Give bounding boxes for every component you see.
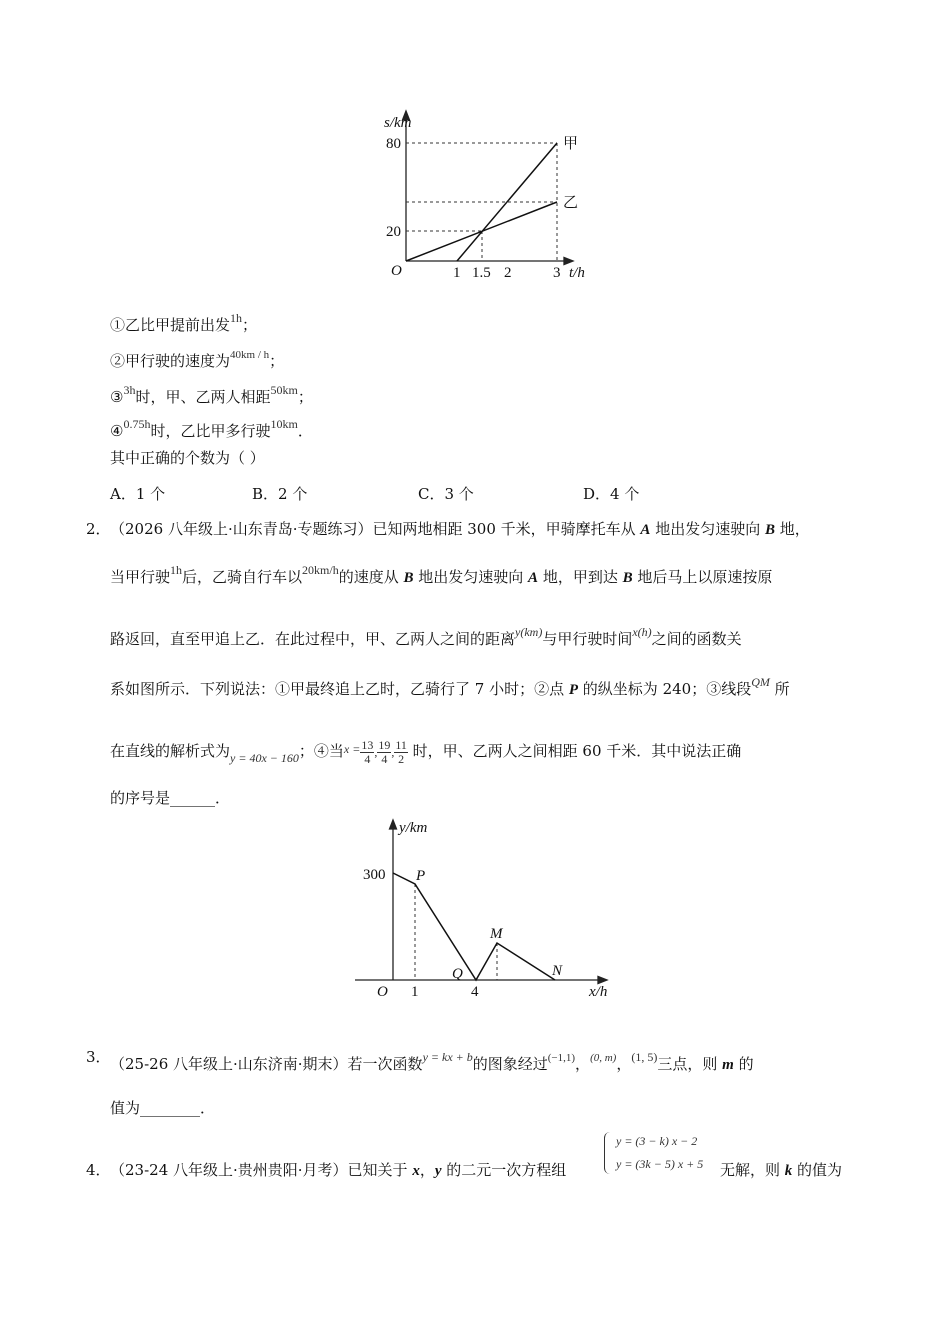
q1-statement-2: [110, 345, 284, 371]
q1-question: 其中正确的个数为（ ）: [110, 449, 265, 467]
q4-equation-system: [604, 1130, 716, 1178]
q2-frac-13-4: [360, 739, 374, 766]
q2-var-a: A: [640, 522, 651, 538]
q1-s1-text: ①乙比甲提前出发: [110, 316, 231, 334]
q3-l1-math: y = kx + b: [422, 1050, 473, 1064]
q2-l2-math-1: 1h: [170, 563, 183, 577]
q3-line-1: [110, 1047, 754, 1075]
q2-l4-math: QM: [751, 675, 770, 689]
q2-var-p: P: [568, 682, 579, 698]
fig1-tick-2: 2: [504, 265, 512, 281]
q1-s4-math-2: 10km: [270, 417, 298, 431]
fig2-tick-1: 1: [411, 984, 419, 1000]
q1-s4-math-1: 0.75h: [123, 417, 151, 431]
fig2-graph-line: [393, 873, 555, 980]
q1-s4-text: 时，乙比甲多行驶: [150, 422, 271, 440]
q2-line-3: [110, 622, 742, 649]
q1-s3-math-2: 50km: [270, 383, 298, 397]
q3-line-2: 值为________．: [110, 1099, 216, 1117]
q2-l3-text-a: 路返回，直至甲追上乙．在此过程中，甲、乙两人之间的距离: [110, 630, 516, 648]
q2-line-2: [110, 560, 772, 588]
q2-line-6: 的序号是______．: [110, 789, 231, 807]
q2-l2-text-d: 地出发匀速驶向: [413, 568, 529, 586]
q1-s1-end: ；: [242, 316, 258, 334]
fig1-x-label-t: t/h: [569, 265, 585, 281]
q2-l1-text-b: 地出发匀速驶向: [650, 520, 765, 538]
q1-s3-end: ；: [297, 388, 313, 406]
q4-var-k: k: [784, 1163, 793, 1179]
q2-line-1: [110, 519, 810, 540]
q3-var-m: m: [722, 1057, 734, 1073]
fig1-origin: O: [391, 263, 402, 279]
q4-l1-text-c: 无解，则: [720, 1161, 785, 1179]
q2-l3-text-b: 与甲行驶时间: [542, 630, 633, 648]
q2-frac-19-4: [377, 739, 391, 766]
q3-l1-text-c: 三点，则: [657, 1055, 723, 1073]
q2-l4-text-a: 系如图所示．下列说法：①甲最终追上乙时，乙骑行了 7 小时；②点: [110, 680, 569, 698]
q1-option-c: C．3 个: [418, 485, 474, 503]
q2-l3-math-2: x(h): [632, 625, 652, 639]
q2-l2-text-c: 的速度从: [338, 568, 404, 586]
q2-l1-text-a: （2026 八年级上·山东青岛·专题练习）已知两地相距 300 千米，甲骑摩托车从: [110, 520, 641, 538]
q4-line-1: [110, 1160, 566, 1181]
fig1-tick-3: 3: [553, 265, 561, 281]
q1-s4-circle: ④: [110, 422, 124, 440]
q2-l5-text-b: ；④当: [298, 742, 344, 760]
q3-sep-1: ，: [575, 1055, 591, 1073]
fig2-point-m: M: [490, 926, 503, 942]
q2-l2-var-b2: B: [622, 570, 633, 586]
q4-line-1-end: [720, 1160, 842, 1181]
q4-eq-2: y = (3k − 5) x + 5: [616, 1157, 704, 1171]
q2-l5-math: y = 40x − 160: [230, 751, 299, 765]
fig2-point-n: N: [552, 963, 563, 979]
q2-l5-text-a: 在直线的解析式为: [110, 742, 231, 760]
q1-s3-text: 时，甲、乙两人相距: [135, 388, 271, 406]
q1-statement-4: [110, 414, 313, 441]
q2-l3-math-1: y(km): [515, 625, 543, 639]
q2-frac1-num: 13: [361, 737, 374, 752]
fig1-tick-1-5: 1.5: [472, 265, 491, 281]
q2-l4-text-b: 的纵坐标为 240；③线段: [578, 680, 752, 698]
q2-line-5: 在直线的解析式为$_{y = 40x - 160}$；④当$^{x =}$ $\frac{13}{4}$ , $\frac{19}{4}$ , $\frac{11}{2}$ 时，甲、乙两人之间相距 60 千米．其中说法正确: [110, 737, 742, 766]
q2-l3-text-c: 之间的函数关: [651, 630, 742, 648]
q1-option-b: B．2 个: [252, 485, 308, 503]
fig1-tick-1: 1: [453, 265, 461, 281]
q3-l1-text-a: （25-26 八年级上·山东济南·期末）若一次函数: [110, 1055, 423, 1073]
q2-frac1-den: 4: [364, 751, 371, 766]
q2-l2-text-a: 当甲行驶: [110, 568, 171, 586]
q4-l1-text-b: 的二元一次方程组: [441, 1161, 567, 1179]
fig1-x-arrow: [564, 258, 573, 265]
q4-eq-1: y = (3 − k) x − 2: [616, 1134, 698, 1148]
q3-point-2: (0, m): [590, 1052, 617, 1064]
fig1-label-jia: 甲: [563, 136, 579, 152]
q3-l1-text-d: 的: [733, 1055, 754, 1073]
q4-comma: ，: [419, 1161, 435, 1179]
q1-statement-3: [110, 380, 313, 407]
q2-var-b: B: [764, 522, 775, 538]
figure-distance-function-graph: [355, 812, 630, 1002]
q1-s4-end: ．: [297, 422, 313, 440]
q2-frac3-den: 2: [398, 751, 405, 766]
fig1-tick-80: 80: [386, 136, 401, 152]
q1-option-a: A．1 个: [110, 485, 166, 503]
q3-point-1: (−1,1): [547, 1052, 576, 1064]
q4-var-x: x: [412, 1163, 420, 1179]
q2-number: 2．: [86, 520, 111, 538]
fig1-y-label-s: s/km: [384, 115, 412, 131]
fig2-tick-4: 4: [471, 984, 479, 1000]
q2-l2-text-b: 后，乙骑自行车以: [182, 568, 303, 586]
q4-l1-text-a: （23-24 八年级上·贵州贵阳·月考）已知关于: [110, 1161, 413, 1179]
fig2-y-arrow: [390, 820, 397, 829]
q3-sep-2: ，: [616, 1055, 632, 1073]
q3-point-3: (1, 5): [631, 1050, 658, 1064]
q3-number: 3．: [86, 1048, 111, 1066]
q2-l2-var-a: A: [528, 570, 539, 586]
fig2-tick-300: 300: [363, 867, 386, 883]
fig2-y-label: y/km: [399, 820, 428, 836]
q2-frac3-num: 11: [395, 737, 407, 752]
fig1-tick-20: 20: [386, 224, 401, 240]
q2-l4-text-c: 所: [769, 680, 790, 698]
fig2-origin: O: [377, 984, 388, 1000]
figure-distance-time-graph: [370, 105, 610, 290]
q2-frac2-num: 19: [378, 737, 391, 752]
q4-number: 4．: [86, 1161, 111, 1179]
q3-l1-text-b: 的图象经过: [472, 1055, 548, 1073]
fig1-line-yi: [406, 202, 557, 261]
q4-brace: [604, 1132, 611, 1174]
q1-s2-end: ；: [269, 352, 285, 370]
q4-l1-text-d: 的值为: [792, 1161, 843, 1179]
q2-line-4: [110, 672, 790, 700]
q1-s2-math: 40km / h: [230, 349, 270, 361]
fig2-x-label: x/h: [589, 984, 608, 1000]
q2-l2-text-e: 地，甲到达: [538, 568, 623, 586]
q2-l1-text-c: 地，: [775, 520, 810, 538]
q1-option-d: D．4 个: [583, 485, 640, 503]
q2-l5-text-c: 时，甲、乙两人之间相距 60 千米．其中说法正确: [407, 742, 742, 760]
q2-l5-x-eq: x =: [343, 742, 361, 756]
q1-s1-math: 1h: [230, 311, 243, 325]
q2-frac-11-2: [394, 739, 408, 766]
fig2-point-p: P: [416, 868, 426, 884]
fig2-point-q: Q: [452, 966, 463, 982]
q1-s3-circle: ③: [110, 388, 124, 406]
q2-l2-var-b: B: [403, 570, 414, 586]
q2-l2-math-2: 20km/h: [302, 563, 339, 577]
q1-statement-1: [110, 308, 257, 335]
q1-s2-text: ②甲行驶的速度为: [110, 352, 231, 370]
q2-frac2-den: 4: [381, 751, 388, 766]
q2-l2-text-f: 地后马上以原速按原: [632, 568, 773, 586]
q1-s3-math-1: 3h: [123, 383, 136, 397]
fig2-x-arrow: [598, 977, 607, 984]
q4-var-y: y: [434, 1163, 442, 1179]
fig1-label-yi: 乙: [563, 195, 579, 211]
